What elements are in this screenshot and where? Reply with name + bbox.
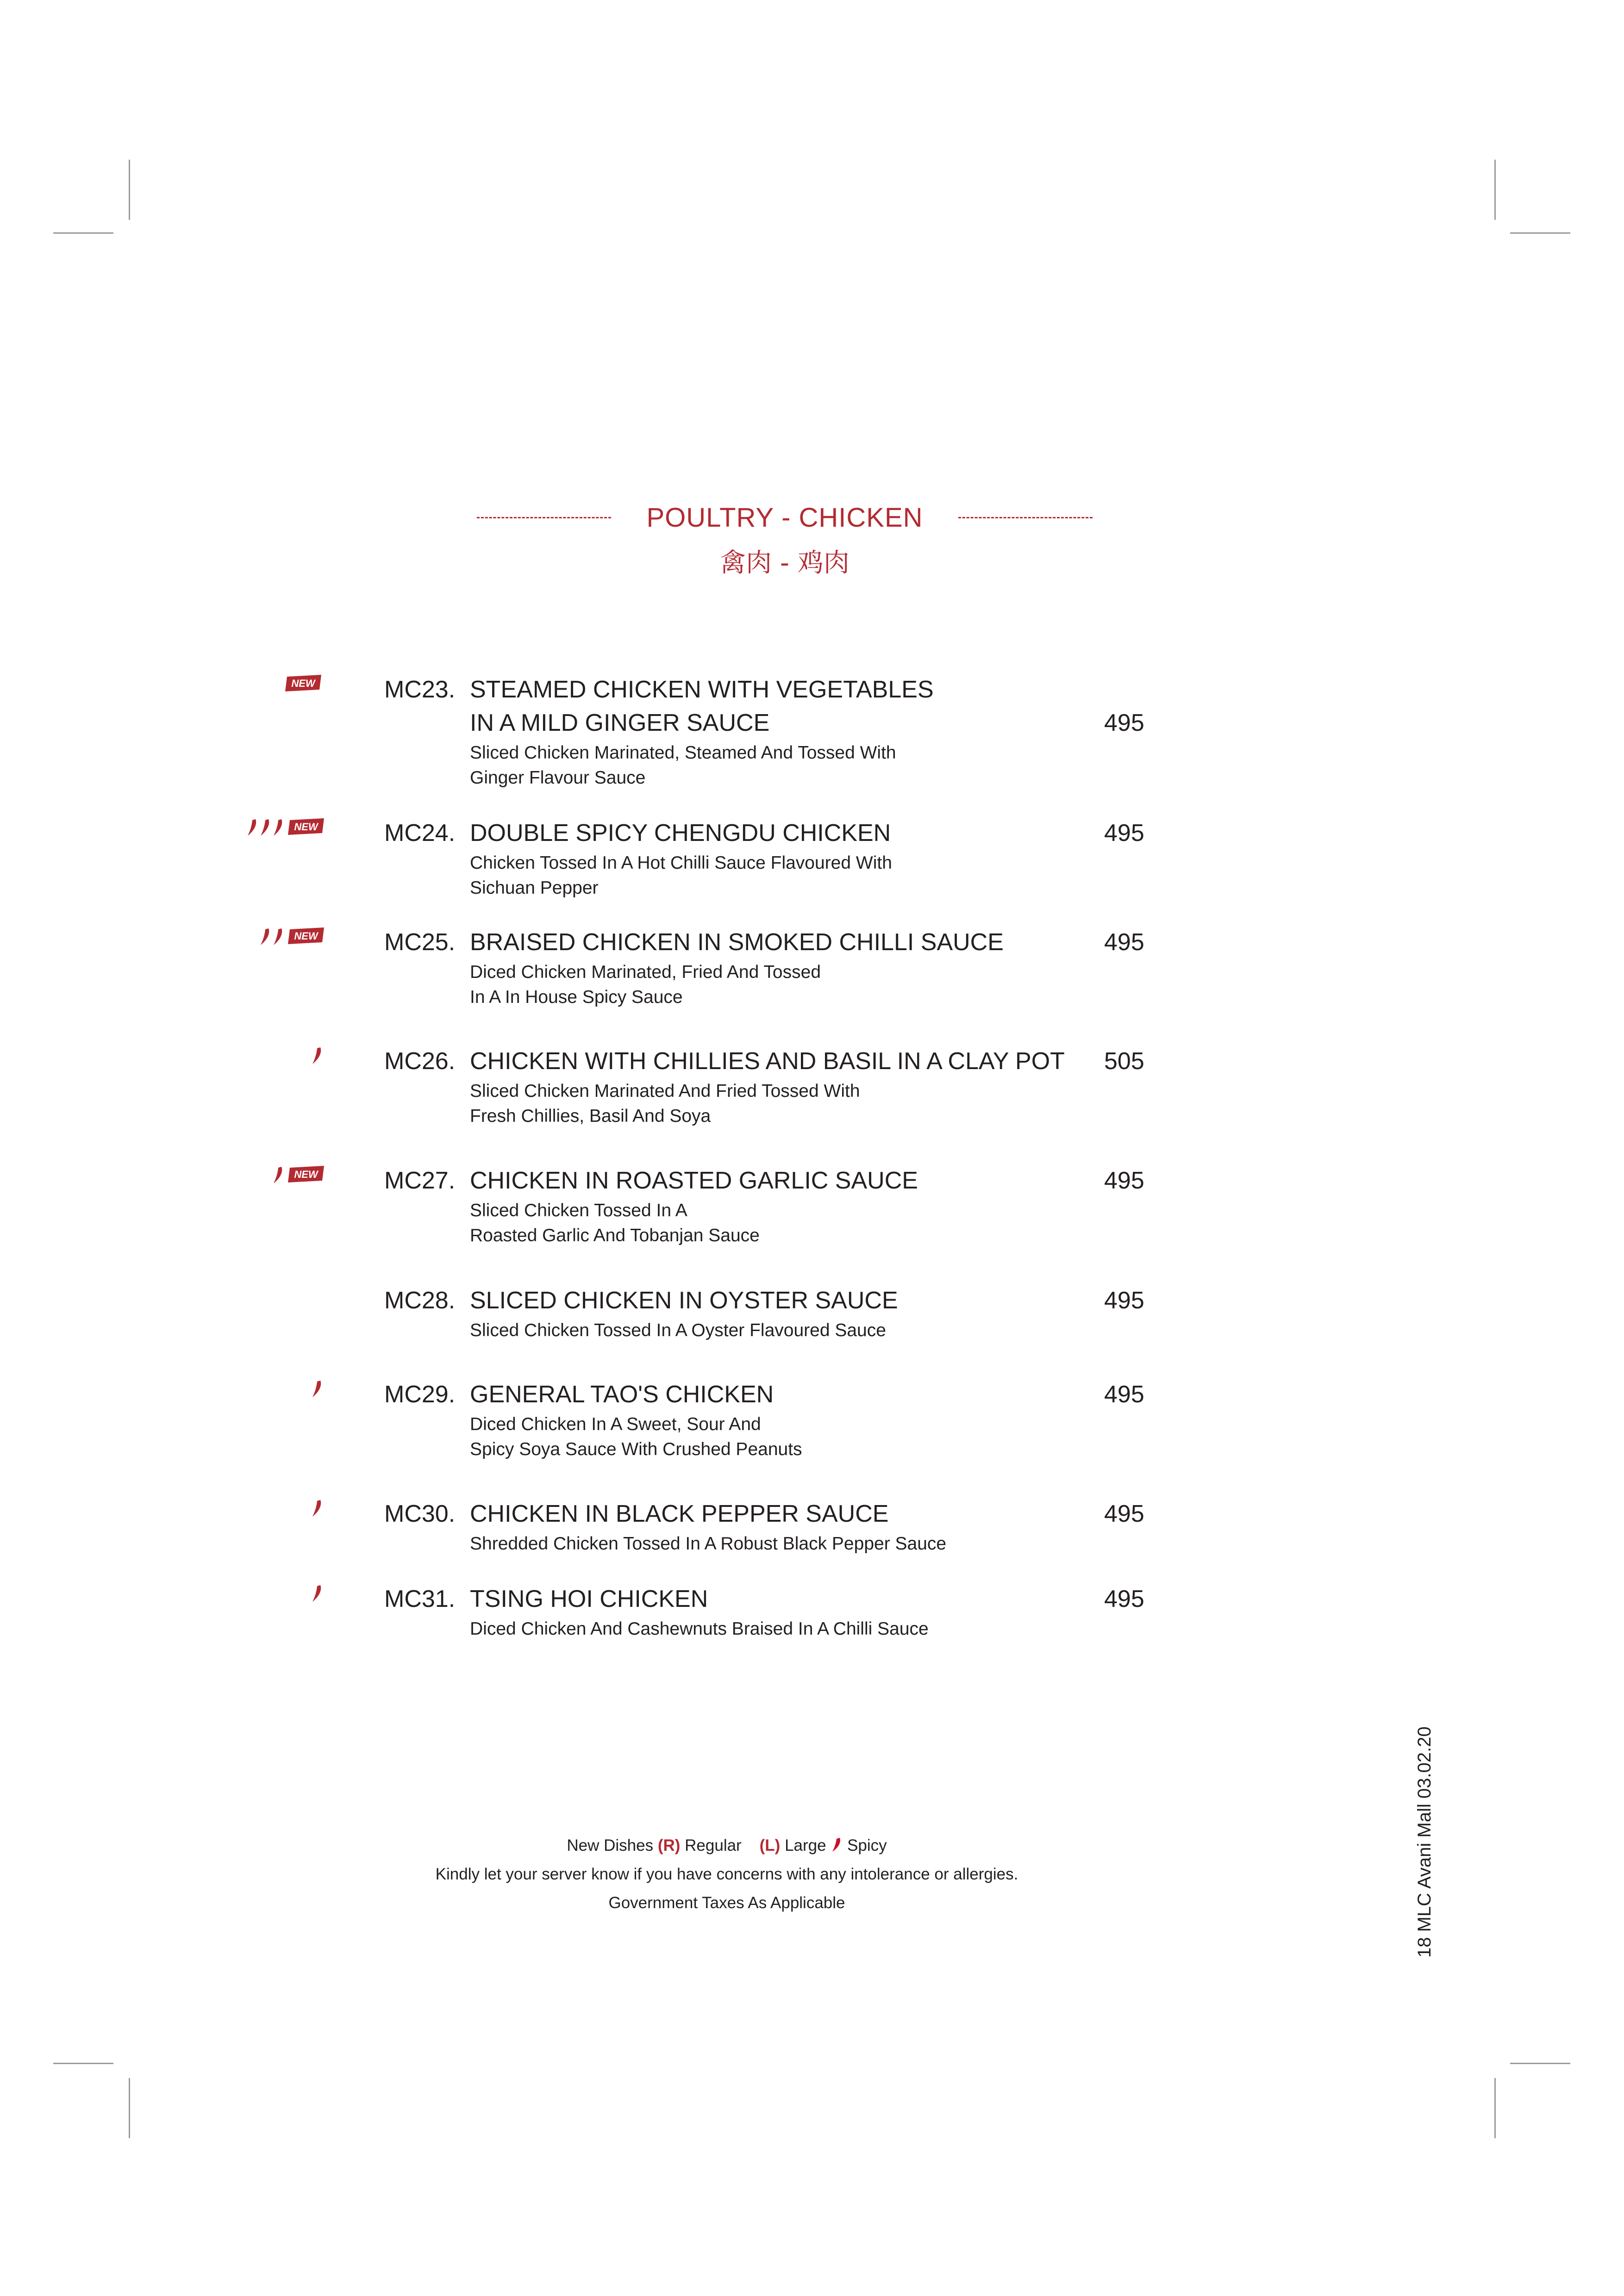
section-title: POULTRY - CHICKEN [646,503,923,533]
crop-mark [129,2078,130,2138]
chilli-icon [312,1047,321,1064]
new-badge-icon [288,927,324,944]
item-description: Sliced Chicken Tossed In A [470,1201,687,1220]
chilli-icon [312,1585,321,1602]
item-price: 495 [1104,1500,1144,1527]
crop-mark [53,232,113,234]
dish-badge [272,1165,324,1187]
item-price: 495 [1104,1287,1144,1314]
item-price: 505 [1104,1048,1144,1075]
legend-large-mark: (L) [759,1836,781,1854]
legend-regular-mark: (R) [657,1836,681,1854]
item-code: MC25. [384,929,456,956]
item-price: 495 [1104,1381,1144,1408]
dish-badge [311,1498,324,1520]
item-name: TSING HOI CHICKEN [470,1586,708,1612]
chilli-icon [312,1500,321,1517]
crop-mark [1494,160,1496,220]
legend-new-label: New Dishes [567,1836,654,1854]
item-price: 495 [1104,820,1144,846]
item-description: In A In House Spicy Sauce [470,987,683,1007]
svg-text:NEW: NEW [294,1169,318,1180]
item-code: MC29. [384,1381,456,1408]
item-name: DOUBLE SPICY CHENGDU CHICKEN [470,820,891,846]
item-description: Diced Chicken Marinated, Fried And Tossed [470,962,821,982]
item-description: Sliced Chicken Marinated And Fried Tossed With [470,1081,860,1101]
item-name: STEAMED CHICKEN WITH VEGETABLES [470,676,934,703]
tax-note: Government Taxes As Applicable [608,1894,845,1912]
legend-spicy-label: Spicy [847,1836,887,1854]
item-description: Fresh Chillies, Basil And Soya [470,1106,711,1126]
item-price: 495 [1104,709,1144,736]
item-name: CHICKEN IN ROASTED GARLIC SAUCE [470,1167,918,1194]
item-description: Ginger Flavour Sauce [470,768,646,788]
header-divider-left [477,517,611,518]
item-price: 495 [1104,929,1144,956]
new-badge-icon [288,1166,324,1182]
crop-mark [1494,2078,1496,2138]
svg-text:NEW: NEW [294,821,318,833]
item-price: 495 [1104,1586,1144,1612]
item-description: Diced Chicken In A Sweet, Sour And [470,1414,761,1434]
item-description: Shredded Chicken Tossed In A Robust Black Pepper Sauce [470,1534,947,1554]
header-divider-right [958,517,1093,518]
legend [0,1836,1454,1855]
crop-mark [1510,2063,1570,2064]
crop-mark [1510,232,1570,234]
dish-badge [285,674,324,696]
item-name: BRAISED CHICKEN IN SMOKED CHILLI SAUCE [470,929,1004,956]
page-code: 18 MLC Avani Mall 03.02.20 [1414,1726,1435,1958]
item-description: Sliced Chicken Marinated, Steamed And Tossed With [470,743,896,763]
svg-text:NEW: NEW [294,930,318,942]
new-badge-icon [288,818,324,835]
chilli-icon [261,928,282,945]
new-badge-icon [285,675,321,691]
chilli-icon [831,1837,843,1853]
legend-large-label: Large [785,1836,826,1854]
item-price: 495 [1104,1167,1144,1194]
allergy-note: Kindly let your server know if you have concerns with any intolerance or allergies. [435,1865,1018,1883]
item-description: Sliced Chicken Tossed In A Oyster Flavoured Sauce [470,1320,886,1340]
chilli-icon [274,1167,282,1183]
dish-badge [246,817,324,840]
item-code: MC26. [384,1048,456,1075]
item-name: SLICED CHICKEN IN OYSTER SAUCE [470,1287,898,1314]
dish-badge [311,1583,324,1605]
item-name: GENERAL TAO'S CHICKEN [470,1381,774,1408]
item-description: Spicy Soya Sauce With Crushed Peanuts [470,1439,802,1459]
chilli-icon [248,819,282,836]
svg-text:NEW: NEW [291,678,315,689]
dish-badge [311,1379,324,1401]
chilli-icon [312,1381,321,1397]
item-description: Chicken Tossed In A Hot Chilli Sauce Flavoured With [470,853,892,873]
item-code: MC27. [384,1167,456,1194]
item-description: Roasted Garlic And Tobanjan Sauce [470,1226,760,1245]
item-code: MC23. [384,676,456,703]
item-code: MC30. [384,1500,456,1527]
item-description: Diced Chicken And Cashewnuts Braised In A Chilli Sauce [470,1619,929,1639]
dish-badge [259,927,324,949]
crop-mark [129,160,130,220]
crop-mark [53,2063,113,2064]
section-subtitle-chinese: 禽肉 - 鸡肉 [720,548,849,578]
item-name: CHICKEN WITH CHILLIES AND BASIL IN A CLAY POT [470,1048,1065,1075]
item-description: Sichuan Pepper [470,878,599,898]
item-name: CHICKEN IN BLACK PEPPER SAUCE [470,1500,889,1527]
item-code: MC28. [384,1287,456,1314]
item-code: MC24. [384,820,456,846]
item-name: IN A MILD GINGER SAUCE [470,709,770,736]
legend-regular-label: Regular [685,1836,742,1854]
section-header [477,502,1093,533]
item-code: MC31. [384,1586,456,1612]
dish-badge [311,1045,324,1068]
